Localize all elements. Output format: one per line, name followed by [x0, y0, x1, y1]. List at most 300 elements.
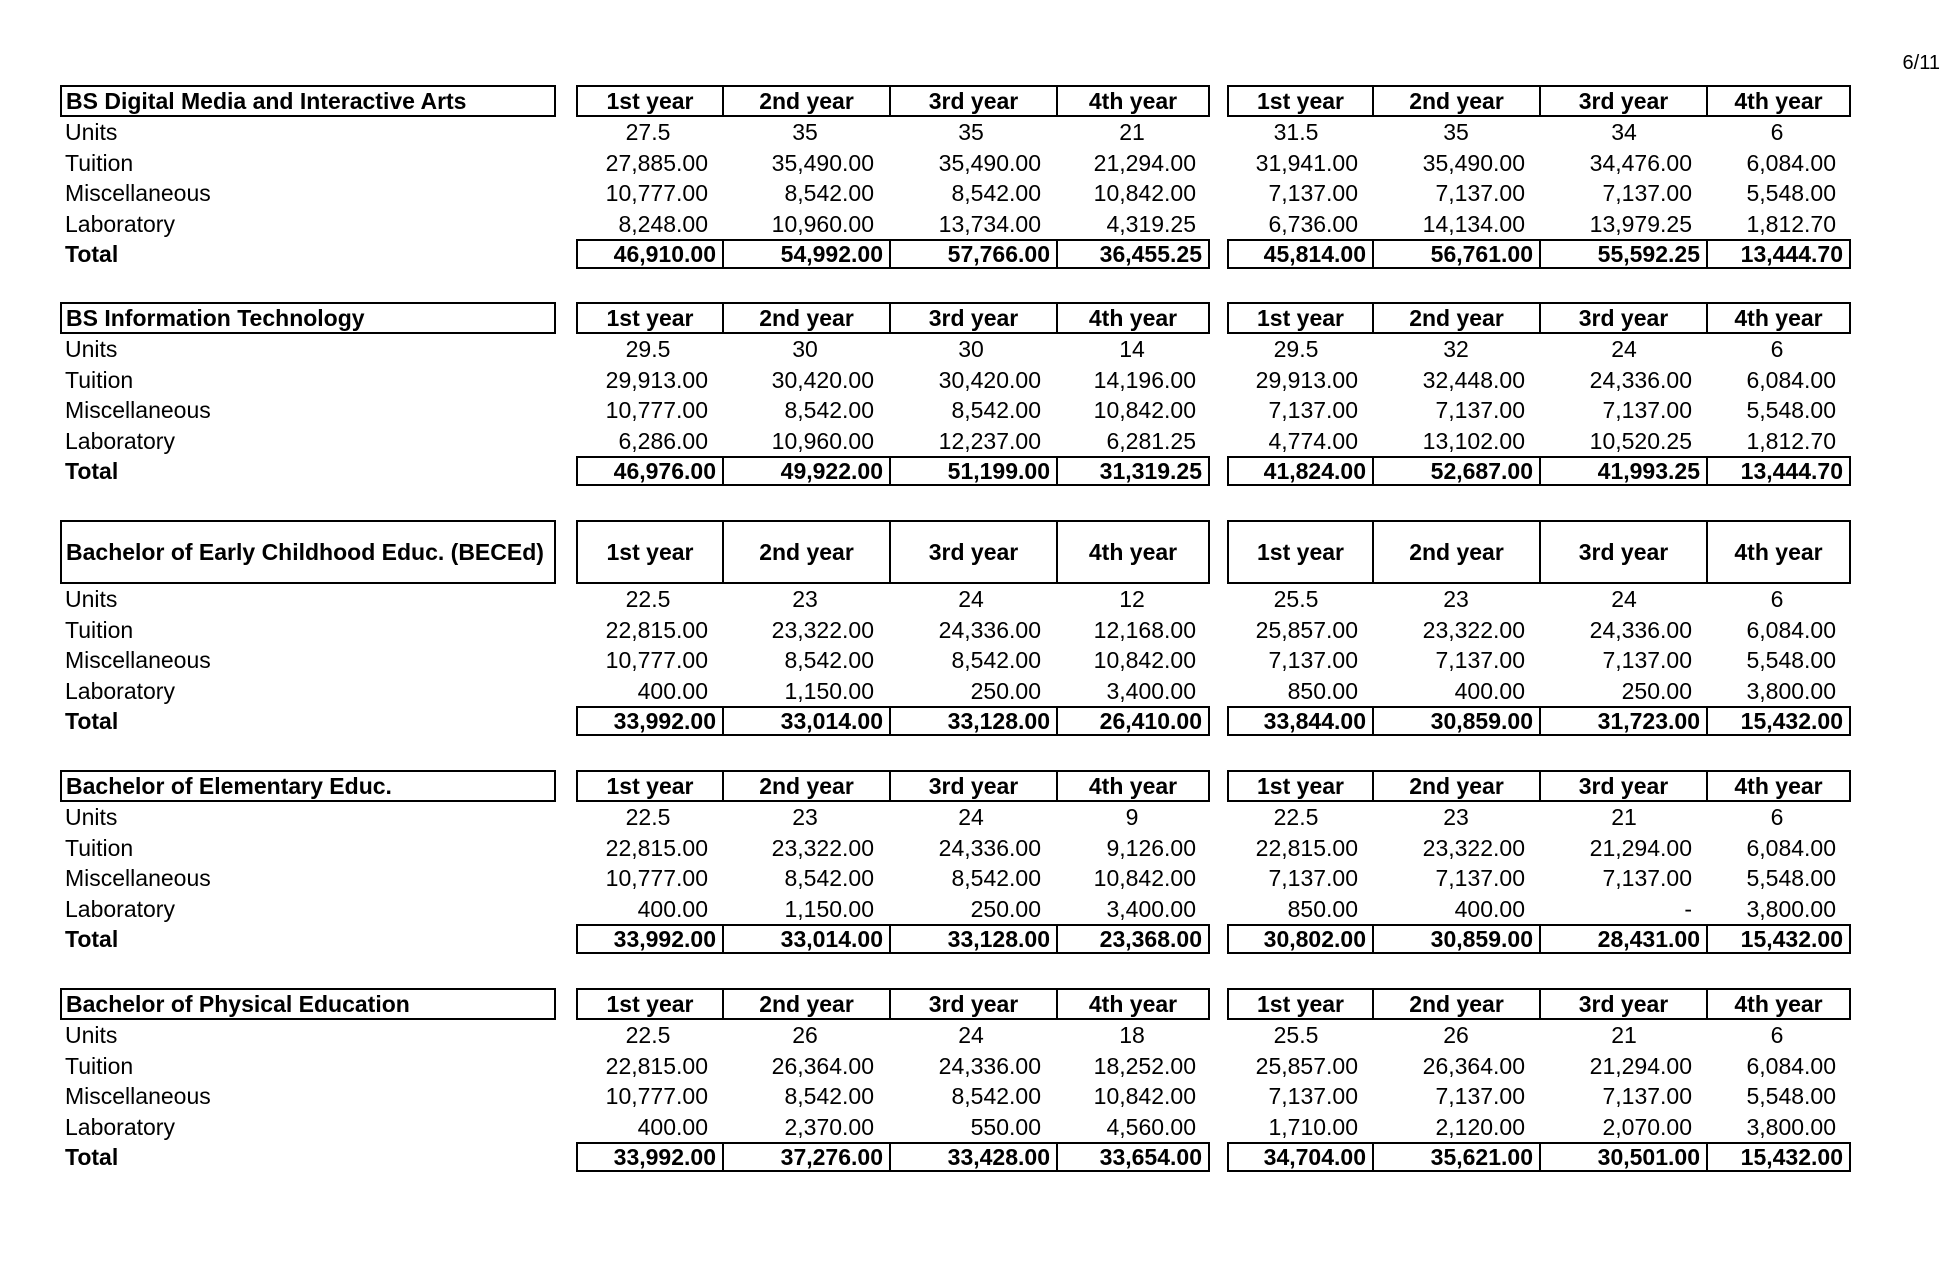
- year-header: 3rd year: [1539, 772, 1706, 800]
- year-header: 4th year: [1706, 522, 1849, 582]
- cell-value: 10,777.00: [605, 397, 708, 424]
- cell-value: 27.5: [625, 119, 671, 145]
- cell-value: 34: [1611, 119, 1637, 145]
- row-lab: [0, 894, 1950, 924]
- cell-value: 13,979.25: [1589, 210, 1692, 237]
- total-value: 33,654.00: [1056, 1144, 1208, 1170]
- year-header: 2nd year: [1372, 772, 1539, 800]
- cell-value: 12: [1119, 586, 1145, 612]
- year-header: 2nd year: [722, 304, 889, 332]
- total-value: 30,802.00: [1263, 926, 1366, 953]
- year-header: 4th year: [1706, 990, 1849, 1018]
- year-header: 2nd year: [722, 522, 889, 582]
- total-value: 33,992.00: [613, 1144, 716, 1171]
- total-value: 30,501.00: [1539, 1144, 1706, 1170]
- total-group: [1227, 239, 1851, 269]
- cell-value: 35: [958, 119, 984, 145]
- row-label: Units: [65, 1022, 118, 1048]
- row-label: Miscellaneous: [65, 647, 211, 674]
- cell-value: 27,885.00: [605, 149, 708, 176]
- total-label: Total: [65, 1144, 119, 1171]
- cell-value: 8,542.00: [951, 1083, 1041, 1110]
- cell-value: 22.5: [625, 1022, 671, 1048]
- cell-value: 7,137.00: [1268, 397, 1358, 424]
- year-header-group: [576, 770, 1210, 802]
- cell-value: 7,137.00: [1435, 397, 1525, 424]
- year-header: 1st year: [1257, 990, 1344, 1017]
- cell-value: 21: [1119, 119, 1145, 145]
- cell-value: 22,815.00: [605, 834, 708, 861]
- cell-value: 29.5: [625, 336, 671, 362]
- cell-value: 6: [1770, 119, 1784, 145]
- cell-value: 24: [1611, 336, 1637, 362]
- year-header: 2nd year: [1372, 87, 1539, 115]
- cell-value: 29.5: [1273, 336, 1319, 362]
- total-value: 37,276.00: [722, 1144, 889, 1170]
- row-tuition: [0, 833, 1950, 863]
- total-value: 56,761.00: [1372, 241, 1539, 267]
- row-misc: [0, 395, 1950, 425]
- total-value: 52,687.00: [1372, 458, 1539, 484]
- year-header: 2nd year: [722, 87, 889, 115]
- row-lab: [0, 1112, 1950, 1142]
- total-value: 54,992.00: [722, 241, 889, 267]
- year-header: 4th year: [1056, 990, 1208, 1018]
- cell-value: 3,800.00: [1746, 677, 1836, 704]
- cell-value: 7,137.00: [1268, 647, 1358, 674]
- total-value: 15,432.00: [1706, 708, 1849, 734]
- row-label: Miscellaneous: [65, 180, 211, 207]
- total-value: 26,410.00: [1056, 708, 1208, 734]
- year-header: 4th year: [1056, 772, 1208, 800]
- row-misc: [0, 1081, 1950, 1111]
- cell-value: 6,084.00: [1746, 149, 1836, 176]
- year-header: 3rd year: [1539, 87, 1706, 115]
- cell-value: 23,322.00: [1422, 616, 1525, 643]
- year-header: 1st year: [606, 304, 694, 331]
- cell-value: 8,542.00: [784, 180, 874, 207]
- cell-value: 23,322.00: [771, 616, 874, 643]
- year-header: 4th year: [1056, 522, 1208, 582]
- total-group: [576, 706, 1210, 736]
- cell-value: 29,913.00: [605, 366, 708, 393]
- total-value: 23,368.00: [1056, 926, 1208, 952]
- total-value: 30,859.00: [1372, 708, 1539, 734]
- total-value: 31,723.00: [1539, 708, 1706, 734]
- cell-value: 250.00: [1621, 677, 1692, 704]
- cell-value: 14,196.00: [1093, 366, 1196, 393]
- row-lab: [0, 209, 1950, 239]
- cell-value: 25,857.00: [1255, 1052, 1358, 1079]
- cell-value: 8,542.00: [951, 180, 1041, 207]
- cell-value: 30,420.00: [938, 366, 1041, 393]
- row-units: [0, 334, 1950, 364]
- year-header: 1st year: [1257, 304, 1344, 331]
- row-total: [0, 456, 1950, 486]
- year-header: 1st year: [1257, 87, 1344, 114]
- year-header-group: [1227, 520, 1851, 584]
- cell-value: 6,084.00: [1746, 1052, 1836, 1079]
- year-header: 1st year: [606, 990, 694, 1017]
- program-title: BS Information Technology: [60, 302, 556, 334]
- row-label: Tuition: [65, 149, 134, 176]
- total-group: [1227, 924, 1851, 954]
- cell-value: 10,960.00: [771, 210, 874, 237]
- year-header: 3rd year: [889, 522, 1056, 582]
- row-total: [0, 239, 1950, 269]
- cell-value: 25.5: [1273, 1022, 1319, 1048]
- cell-value: 7,137.00: [1435, 180, 1525, 207]
- total-value: 33,992.00: [613, 708, 716, 735]
- total-value: 13,444.70: [1706, 241, 1849, 267]
- cell-value: 32,448.00: [1422, 366, 1525, 393]
- total-group: [1227, 456, 1851, 486]
- cell-value: 8,542.00: [951, 647, 1041, 674]
- cell-value: 35,490.00: [1422, 149, 1525, 176]
- cell-value: 2,120.00: [1435, 1113, 1525, 1140]
- year-header: 3rd year: [889, 772, 1056, 800]
- total-value: 46,910.00: [613, 241, 716, 268]
- cell-value: 35,490.00: [938, 149, 1041, 176]
- total-label: Total: [65, 241, 119, 268]
- cell-value: 26,364.00: [771, 1052, 874, 1079]
- cell-value: 8,248.00: [618, 210, 708, 237]
- year-header: 1st year: [606, 538, 694, 565]
- total-label: Total: [65, 926, 119, 953]
- cell-value: 10,842.00: [1093, 180, 1196, 207]
- cell-value: 21: [1611, 1022, 1637, 1048]
- cell-value: 21,294.00: [1589, 1052, 1692, 1079]
- cell-value: 10,842.00: [1093, 397, 1196, 424]
- cell-value: 6: [1770, 586, 1784, 612]
- cell-value: 8,542.00: [784, 397, 874, 424]
- cell-value: 4,774.00: [1268, 427, 1358, 454]
- cell-value: 6: [1770, 804, 1784, 830]
- total-value: 33,128.00: [889, 926, 1056, 952]
- cell-value: 8,542.00: [951, 865, 1041, 892]
- year-header: 3rd year: [889, 990, 1056, 1018]
- year-header: 4th year: [1056, 304, 1208, 332]
- cell-value: 1,812.70: [1746, 210, 1836, 237]
- cell-value: 12,168.00: [1093, 616, 1196, 643]
- cell-value: 400.00: [637, 1113, 708, 1140]
- cell-value: 400.00: [1454, 677, 1525, 704]
- total-label: Total: [65, 708, 119, 735]
- year-header: 3rd year: [1539, 304, 1706, 332]
- cell-value: 24,336.00: [1589, 616, 1692, 643]
- cell-value: 6,084.00: [1746, 834, 1836, 861]
- cell-value: 29,913.00: [1255, 366, 1358, 393]
- cell-value: 850.00: [1287, 895, 1358, 922]
- cell-value: 10,842.00: [1093, 1083, 1196, 1110]
- cell-value: 24: [958, 1022, 984, 1048]
- cell-value: 5,548.00: [1746, 647, 1836, 674]
- year-header: 3rd year: [889, 87, 1056, 115]
- total-value: 33,992.00: [613, 926, 716, 953]
- total-value: 46,976.00: [613, 458, 716, 485]
- row-total: [0, 924, 1950, 954]
- total-value: 36,455.25: [1056, 241, 1208, 267]
- cell-value: 14,134.00: [1422, 210, 1525, 237]
- cell-value: 10,777.00: [605, 180, 708, 207]
- cell-value: 7,137.00: [1602, 1083, 1692, 1110]
- cell-value: 26,364.00: [1422, 1052, 1525, 1079]
- cell-value: 7,137.00: [1602, 180, 1692, 207]
- cell-value: 22,815.00: [605, 616, 708, 643]
- program-title: BS Digital Media and Interactive Arts: [60, 85, 556, 117]
- row-label: Miscellaneous: [65, 1083, 211, 1110]
- cell-value: 30,420.00: [771, 366, 874, 393]
- year-header: 1st year: [606, 87, 694, 114]
- total-value: 57,766.00: [889, 241, 1056, 267]
- cell-value: 8,542.00: [951, 397, 1041, 424]
- cell-value: 35: [1443, 119, 1469, 145]
- cell-value: 23: [1443, 804, 1469, 830]
- row-label: Units: [65, 804, 118, 830]
- cell-value: 13,102.00: [1422, 427, 1525, 454]
- cell-value: 24,336.00: [938, 834, 1041, 861]
- total-group: [576, 239, 1210, 269]
- cell-value: 25.5: [1273, 586, 1319, 612]
- cell-value: 24: [958, 804, 984, 830]
- cell-value: 23: [792, 586, 818, 612]
- total-value: 30,859.00: [1372, 926, 1539, 952]
- cell-value: 6: [1770, 336, 1784, 362]
- year-header: 2nd year: [722, 990, 889, 1018]
- year-header: 3rd year: [1539, 990, 1706, 1018]
- cell-value: 400.00: [1454, 895, 1525, 922]
- cell-value: 1,710.00: [1268, 1113, 1358, 1140]
- year-header: 2nd year: [1372, 990, 1539, 1018]
- cell-value: 5,548.00: [1746, 180, 1836, 207]
- cell-value: 400.00: [637, 895, 708, 922]
- cell-value: 4,560.00: [1106, 1113, 1196, 1140]
- row-label: Laboratory: [65, 210, 175, 237]
- cell-value: 1,150.00: [784, 677, 874, 704]
- cell-value: 22,815.00: [605, 1052, 708, 1079]
- year-header-group: [1227, 302, 1851, 334]
- year-header: 2nd year: [1372, 304, 1539, 332]
- cell-value: 23,322.00: [771, 834, 874, 861]
- cell-value: 10,520.25: [1589, 427, 1692, 454]
- cell-value: 26: [792, 1022, 818, 1048]
- cell-value: 24,336.00: [938, 1052, 1041, 1079]
- year-header-group: [1227, 988, 1851, 1020]
- cell-value: 18: [1119, 1022, 1145, 1048]
- cell-value: 13,734.00: [938, 210, 1041, 237]
- cell-value: -: [1684, 895, 1692, 922]
- cell-value: 24,336.00: [938, 616, 1041, 643]
- row-tuition: [0, 615, 1950, 645]
- cell-value: 25,857.00: [1255, 616, 1358, 643]
- row-units: [0, 584, 1950, 614]
- row-label: Units: [65, 119, 118, 145]
- cell-value: 850.00: [1287, 677, 1358, 704]
- row-label: Units: [65, 336, 118, 362]
- cell-value: 9: [1125, 804, 1139, 830]
- cell-value: 5,548.00: [1746, 865, 1836, 892]
- cell-value: 3,400.00: [1106, 895, 1196, 922]
- year-header: 4th year: [1056, 87, 1208, 115]
- cell-value: 10,777.00: [605, 1083, 708, 1110]
- year-header-group: [576, 988, 1210, 1020]
- cell-value: 31.5: [1273, 119, 1319, 145]
- row-units: [0, 1020, 1950, 1050]
- cell-value: 8,542.00: [784, 1083, 874, 1110]
- cell-value: 7,137.00: [1268, 180, 1358, 207]
- cell-value: 7,137.00: [1602, 397, 1692, 424]
- total-value: 41,824.00: [1263, 458, 1366, 485]
- row-label: Laboratory: [65, 677, 175, 704]
- cell-value: 2,370.00: [784, 1113, 874, 1140]
- row-label: Units: [65, 586, 118, 612]
- program-title: Bachelor of Physical Education: [60, 988, 556, 1020]
- total-value: 33,014.00: [722, 926, 889, 952]
- cell-value: 24,336.00: [1589, 366, 1692, 393]
- cell-value: 9,126.00: [1106, 834, 1196, 861]
- cell-value: 7,137.00: [1268, 865, 1358, 892]
- year-header: 3rd year: [889, 304, 1056, 332]
- cell-value: 2,070.00: [1602, 1113, 1692, 1140]
- year-header: 4th year: [1706, 772, 1849, 800]
- row-lab: [0, 676, 1950, 706]
- total-value: 55,592.25: [1539, 241, 1706, 267]
- cell-value: 21,294.00: [1589, 834, 1692, 861]
- cell-value: 30: [792, 336, 818, 362]
- cell-value: 400.00: [637, 677, 708, 704]
- cell-value: 550.00: [970, 1113, 1041, 1140]
- total-value: 45,814.00: [1263, 241, 1366, 268]
- cell-value: 7,137.00: [1602, 647, 1692, 674]
- cell-value: 24: [1611, 586, 1637, 612]
- year-header: 2nd year: [1372, 522, 1539, 582]
- cell-value: 8,542.00: [784, 865, 874, 892]
- row-label: Laboratory: [65, 427, 175, 454]
- cell-value: 22.5: [625, 586, 671, 612]
- row-label: Tuition: [65, 1052, 134, 1079]
- row-label: Laboratory: [65, 1113, 175, 1140]
- cell-value: 34,476.00: [1589, 149, 1692, 176]
- cell-value: 35: [792, 119, 818, 145]
- total-value: 34,704.00: [1263, 1144, 1366, 1171]
- total-value: 15,432.00: [1706, 1144, 1849, 1170]
- total-value: 33,014.00: [722, 708, 889, 734]
- page-number: 6/11: [1902, 52, 1940, 74]
- cell-value: 12,237.00: [938, 427, 1041, 454]
- cell-value: 23,322.00: [1422, 834, 1525, 861]
- year-header-group: [576, 302, 1210, 334]
- year-header: 3rd year: [1539, 522, 1706, 582]
- program-title: Bachelor of Elementary Educ.: [60, 770, 556, 802]
- cell-value: 250.00: [970, 677, 1041, 704]
- cell-value: 7,137.00: [1435, 647, 1525, 674]
- row-label: Tuition: [65, 366, 134, 393]
- total-value: 28,431.00: [1539, 926, 1706, 952]
- total-value: 33,428.00: [889, 1144, 1056, 1170]
- cell-value: 10,777.00: [605, 647, 708, 674]
- total-group: [576, 924, 1210, 954]
- cell-value: 21: [1611, 804, 1637, 830]
- cell-value: 22,815.00: [1255, 834, 1358, 861]
- cell-value: 7,137.00: [1435, 865, 1525, 892]
- year-header: 1st year: [606, 772, 694, 799]
- cell-value: 250.00: [970, 895, 1041, 922]
- cell-value: 32: [1443, 336, 1469, 362]
- year-header-group: [1227, 85, 1851, 117]
- row-total: [0, 706, 1950, 736]
- cell-value: 7,137.00: [1268, 1083, 1358, 1110]
- cell-value: 10,842.00: [1093, 865, 1196, 892]
- cell-value: 8,542.00: [784, 647, 874, 674]
- row-tuition: [0, 1051, 1950, 1081]
- cell-value: 30: [958, 336, 984, 362]
- total-value: 35,621.00: [1372, 1144, 1539, 1170]
- row-label: Laboratory: [65, 895, 175, 922]
- cell-value: 5,548.00: [1746, 397, 1836, 424]
- total-value: 51,199.00: [889, 458, 1056, 484]
- cell-value: 6,286.00: [618, 427, 708, 454]
- total-group: [576, 456, 1210, 486]
- cell-value: 1,812.70: [1746, 427, 1836, 454]
- cell-value: 6: [1770, 1022, 1784, 1048]
- year-header-group: [1227, 770, 1851, 802]
- row-misc: [0, 645, 1950, 675]
- cell-value: 4,319.25: [1106, 210, 1196, 237]
- total-value: 33,128.00: [889, 708, 1056, 734]
- total-value: 41,993.25: [1539, 458, 1706, 484]
- row-misc: [0, 863, 1950, 893]
- cell-value: 5,548.00: [1746, 1083, 1836, 1110]
- total-value: 33,844.00: [1263, 708, 1366, 735]
- cell-value: 23: [792, 804, 818, 830]
- total-value: 49,922.00: [722, 458, 889, 484]
- total-label: Total: [65, 458, 119, 485]
- cell-value: 3,800.00: [1746, 1113, 1836, 1140]
- row-label: Miscellaneous: [65, 865, 211, 892]
- row-label: Miscellaneous: [65, 397, 211, 424]
- row-tuition: [0, 365, 1950, 395]
- cell-value: 3,800.00: [1746, 895, 1836, 922]
- total-group: [1227, 706, 1851, 736]
- cell-value: 26: [1443, 1022, 1469, 1048]
- total-value: 15,432.00: [1706, 926, 1849, 952]
- cell-value: 6,736.00: [1268, 210, 1358, 237]
- cell-value: 3,400.00: [1106, 677, 1196, 704]
- year-header: 1st year: [1257, 772, 1344, 799]
- total-value: 13,444.70: [1706, 458, 1849, 484]
- cell-value: 35,490.00: [771, 149, 874, 176]
- cell-value: 14: [1119, 336, 1145, 362]
- year-header: 4th year: [1706, 87, 1849, 115]
- cell-value: 10,777.00: [605, 865, 708, 892]
- total-value: 31,319.25: [1056, 458, 1208, 484]
- cell-value: 23: [1443, 586, 1469, 612]
- cell-value: 21,294.00: [1093, 149, 1196, 176]
- row-tuition: [0, 148, 1950, 178]
- cell-value: 7,137.00: [1435, 1083, 1525, 1110]
- year-header: 4th year: [1706, 304, 1849, 332]
- row-units: [0, 117, 1950, 147]
- row-label: Tuition: [65, 834, 134, 861]
- cell-value: 31,941.00: [1255, 149, 1358, 176]
- row-total: [0, 1142, 1950, 1172]
- cell-value: 10,960.00: [771, 427, 874, 454]
- total-group: [1227, 1142, 1851, 1172]
- cell-value: 24: [958, 586, 984, 612]
- total-group: [576, 1142, 1210, 1172]
- cell-value: 6,084.00: [1746, 366, 1836, 393]
- year-header-group: [576, 85, 1210, 117]
